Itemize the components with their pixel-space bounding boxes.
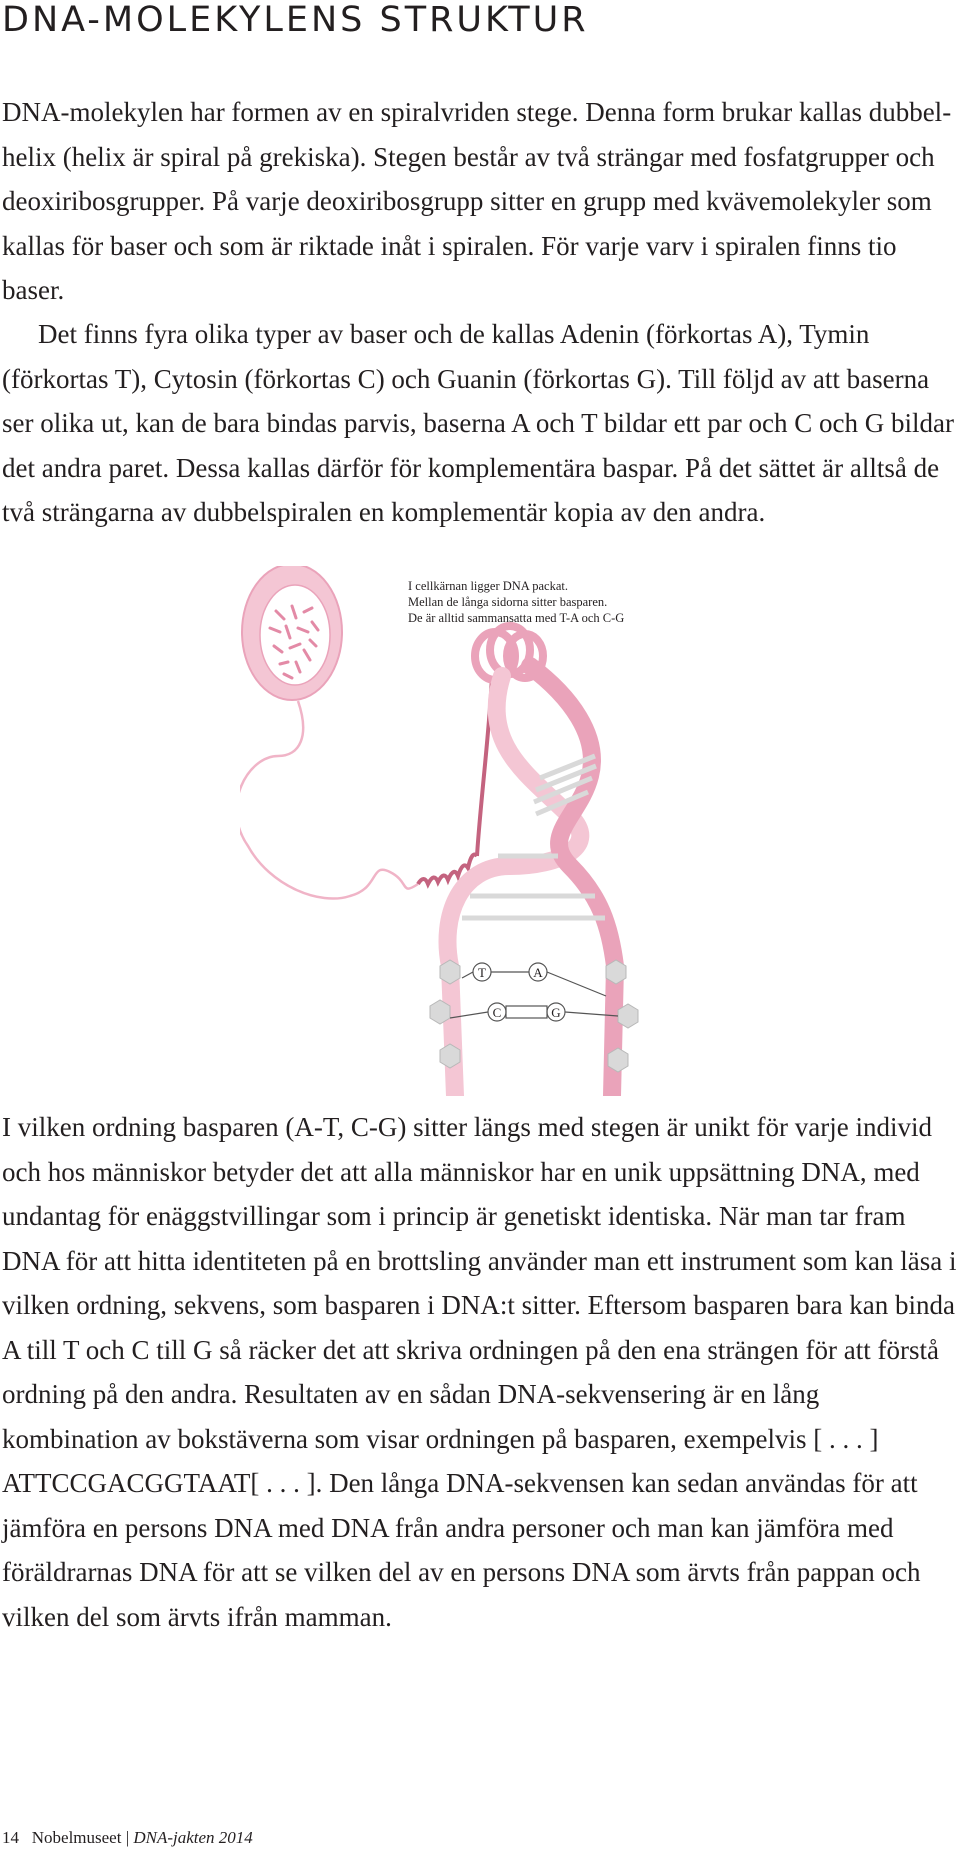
- helix-strand-left: [448, 676, 581, 1096]
- publication-title: DNA-jakten 2014: [133, 1828, 253, 1847]
- publisher-name: Nobelmuseet: [31, 1828, 122, 1847]
- footer-separator: |: [125, 1828, 130, 1847]
- base-label-a: A: [533, 965, 543, 980]
- base-label-t: T: [478, 965, 486, 980]
- base-label-g: G: [551, 1005, 561, 1020]
- base-label-c: C: [492, 1005, 502, 1020]
- paragraph-structure: DNA-molekylen har formen av en spiralvriden stege. Denna form brukar kallas dubbel-helix (helix är spiral på grekiska). Stegen består av två strängar med fosfatgrupper och deoxiribosgrupper. På varje deoxiribosgrupp sitter en grupp med kvävemolekyler som kallas för baser och som är riktade inåt i spiralen. För varje varv i spiralen finns tio baser.: [2, 97, 952, 305]
- page-title: DNA-MOLEKYLENS STRUKTUR: [2, 0, 589, 40]
- caption-line: De är alltid sammansatta med T-A och C-G: [408, 611, 625, 625]
- figure-caption: [408, 578, 738, 626]
- dna-helix-graphic: [240, 566, 740, 1096]
- base-pair-c-g: [450, 1003, 618, 1021]
- dna-illustration: [240, 566, 740, 1096]
- caption-line: I cellkärnan ligger DNA packat.: [408, 579, 569, 593]
- helix-strand-right: [530, 666, 615, 1096]
- caption-line: Mellan de långa sidorna sitter basparen.: [408, 595, 608, 609]
- paragraph-bases: Det finns fyra olika typer av baser och de kallas Adenin (förkortas A), Tymin (förkortas T), Cytosin (förkortas C) och Guanin (förkortas G). Till följd av att baserna ser olika ut, kan de bara bindas parvis, baserna A och T bildar ett par och C och G bildar det andra paret. Dessa kallas därför för komplementära baspar. På det sättet är alltså de två strängarna av dubbelspiralen en komplementär kopia av den andra.: [2, 319, 954, 527]
- page-number: 14: [2, 1828, 19, 1847]
- paragraph-sequencing: I vilken ordning basparen (A-T, C-G) sitter längs med stegen är unikt för varje individ och hos människor betyder det att alla människor har en unik uppsättning DNA, med undantag för enäggstvillingar som i princip är genetiskt identiska. När man tar fram DNA för att hitta identiteten på en brottsling använder man ett instrument som kan läsa i vilken ordning, sekvens, som basparen i DNA:t sitter. Eftersom basparen bara kan binda A till T och C till G så räcker det att skriva ordningen på den ena strängen för att förstå ordning på den andra. Resultaten av en sådan DNA-sekvensering är en lång kombination av bokstäverna som visar ordningen på basparen, exempelvis [ . . . ] ATTCCGACGGTAAT[ . . . ]. Den långa DNA-sekvensen kan sedan användas för att jämföra en persons DNA med DNA från andra personer och man kan jämföra med föräldrarnas DNA för att se vilken del av en persons DNA som ärvts från pappan och vilken del som ärvts ifrån mamman.: [2, 1112, 957, 1632]
- dna-thread: [240, 701, 418, 899]
- page-footer: [2, 1828, 253, 1848]
- cell-nucleus: [260, 585, 330, 685]
